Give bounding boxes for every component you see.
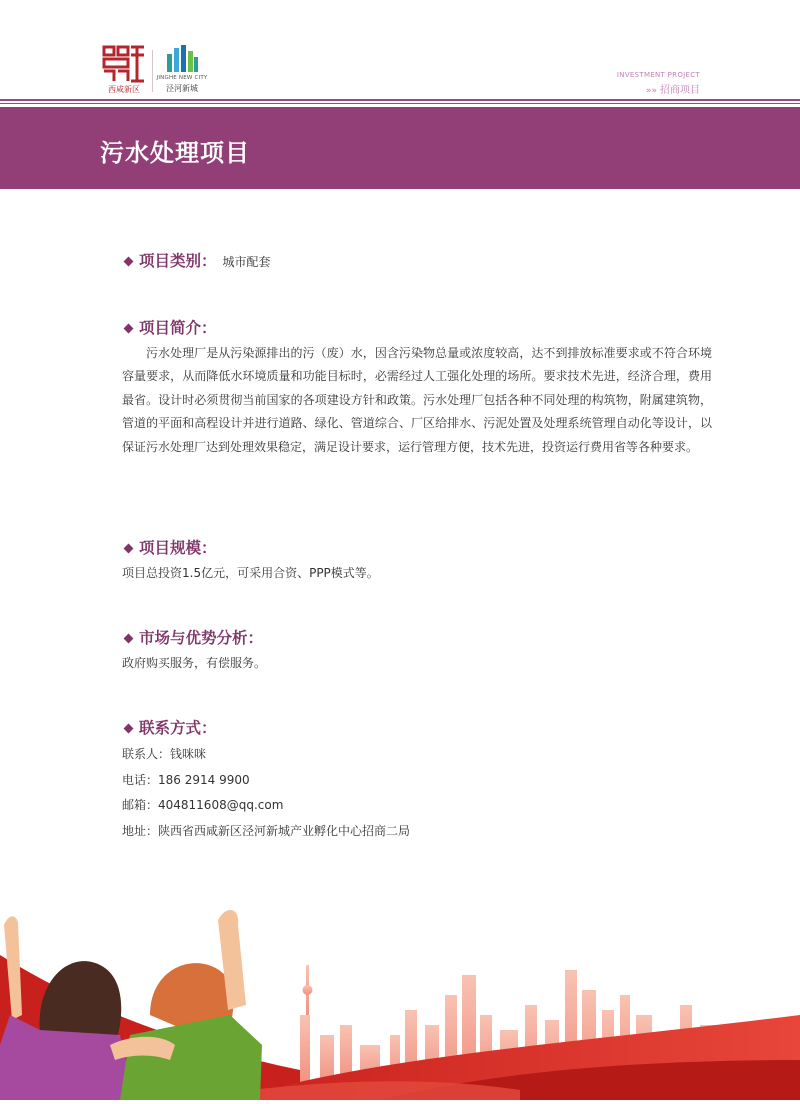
contact-email: 邮箱：404811608@qq.com [122,798,284,812]
scale-text: 项目总投资1.5亿元，可采用合资、PPP模式等。 [122,566,379,580]
contact-address: 地址：陕西省西咸新区泾河新城产业孵化中心招商二局 [122,823,411,838]
page-title: 污水处理项目 [100,138,250,167]
double-arrow-icon: »» [645,86,657,96]
diamond-bullet-icon [124,723,134,733]
investment-project-tag-en: INVESTMENT PROJECT [616,71,700,79]
market-heading [122,626,712,648]
contact-heading-text: 联系方式： [139,718,217,737]
diamond-bullet-icon [124,633,134,643]
investment-project-tag [646,81,700,96]
logo-divider [152,50,153,92]
investment-project-tag-cn: 招商项目 [660,85,700,96]
market-section [122,626,712,675]
scale-section [122,536,712,585]
intro-section [122,316,712,459]
footer-illustration [0,895,800,1100]
intro-heading-text: 项目简介： [139,318,217,337]
jinghe-logo-en: JINGHE NEW CITY [156,75,208,81]
market-heading-text: 市场与优势分析： [139,628,264,647]
scale-heading [122,536,712,558]
category-heading [122,249,712,271]
city-celebration-illustration [0,895,800,1100]
xixian-seal-icon [100,44,148,84]
contact-phone: 电话：186 2914 9900 [122,772,250,787]
title-band [0,107,800,189]
header-divider-line-thin [0,103,800,104]
page-header [0,0,800,104]
intro-paragraph: 污水处理厂是从污染源排出的污（废）水，因含污染物总量或浓度较高，达不到排放标准要求或不符合环境容量要求，从而降低水环境质量和功能目标时，必需经过人工强化处理的场所。要求技术先进，经济合理，费用最省。设计时必须贯彻当前国家的各项建设方针和政策。污水处理厂包括各种不同处理的构筑物，附属建筑物，管道的平面和高程设计并进行道路、绿化、管道综合、厂区给排水、污泥处置及处理系统管理自动化等设计，以保证污水处理厂达到处理效果稳定，满足设计要求，运行管理方便，技术先进，投资运行费用省等各种要求。 [122,346,712,454]
scale-heading-text: 项目规模： [139,538,217,557]
contact-section [122,716,712,844]
market-text: 政府购买服务，有偿服务。 [122,656,267,670]
category-value: 城市配套 [222,255,271,269]
diamond-bullet-icon [124,323,134,333]
jinghe-logo-cn: 泾河新城 [166,84,198,93]
xixian-logo [100,44,148,96]
intro-heading [122,316,712,338]
category-heading-text: 项目类别： [139,251,217,270]
contact-person: 联系人：钱咪咪 [122,747,207,761]
diamond-bullet-icon [124,256,134,266]
contact-heading [122,716,712,738]
category-section [122,249,712,271]
header-divider-line [0,99,800,101]
jinghe-logo [158,44,206,96]
jinghe-city-icon [164,44,200,74]
diamond-bullet-icon [124,543,134,553]
contact-details [122,742,712,844]
xixian-logo-text: 西咸新区 [108,85,140,94]
